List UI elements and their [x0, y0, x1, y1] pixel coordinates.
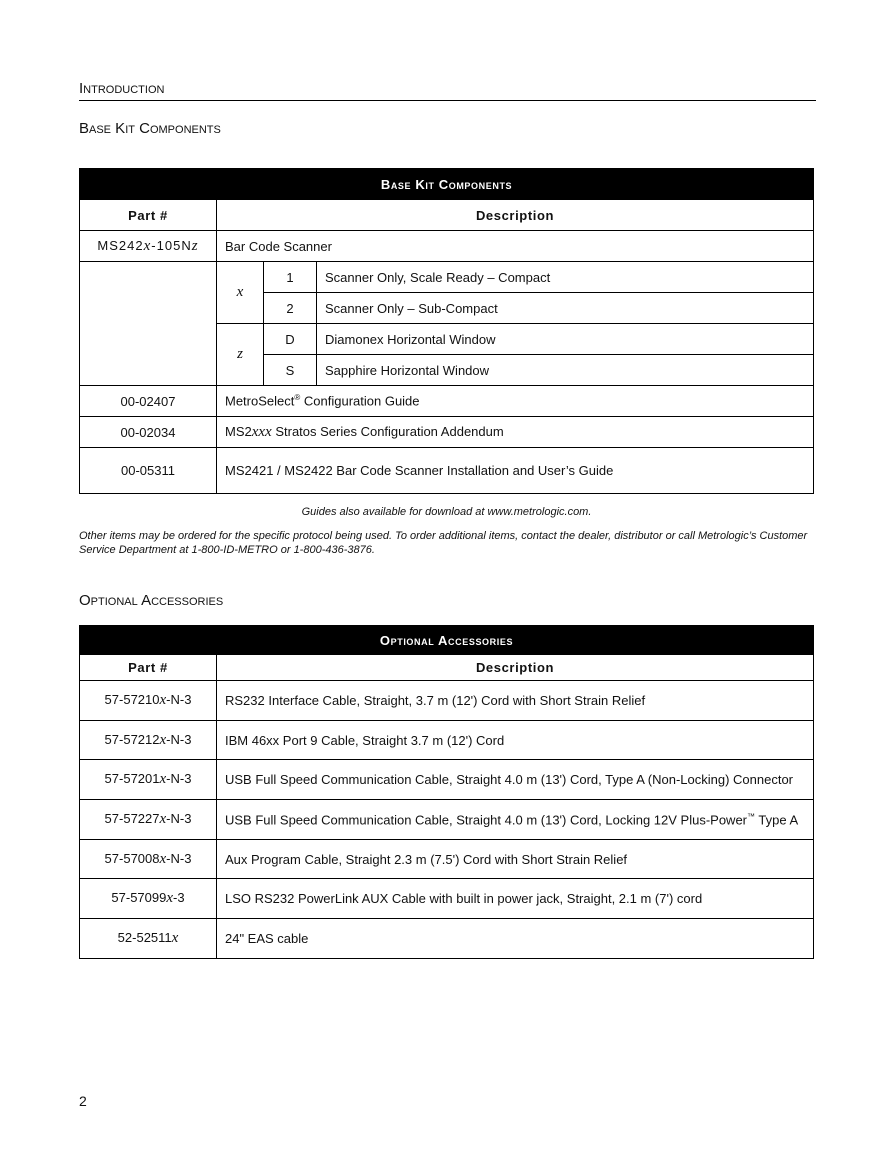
option-description: Scanner Only, Scale Ready – Compact	[317, 262, 814, 293]
option-description: Sapphire Horizontal Window	[317, 355, 814, 386]
optional-accessories-table	[79, 625, 814, 959]
option-code: 2	[264, 293, 317, 324]
description: USB Full Speed Communication Cable, Straight 4.0 m (13') Cord, Type A (Non-Locking) Connector	[217, 760, 814, 800]
option-code: 1	[264, 262, 317, 293]
option-code: D	[264, 324, 317, 355]
variable-x: x	[217, 262, 264, 324]
table-row	[80, 760, 814, 800]
part-number: 57-57212x-N-3	[80, 720, 217, 760]
table-row	[80, 919, 814, 959]
part-number: 52-52511x	[80, 919, 217, 959]
table-row	[80, 417, 814, 448]
variable-z: z	[217, 324, 264, 386]
order-note: Other items may be ordered for the specific protocol being used. To order additional items, contact the dealer, distributor or call Metrologic’s Customer Service Department at 1-800-ID-METRO or 1-800-436-3876.	[79, 530, 808, 556]
description: MetroSelect® Configuration Guide	[217, 386, 814, 417]
description: MS2xxx Stratos Series Configuration Addendum	[217, 417, 814, 448]
table-row	[80, 720, 814, 760]
part-number: MS242x-105Nz	[80, 231, 217, 262]
table-row	[80, 262, 814, 293]
table-row	[80, 448, 814, 494]
col-header-part: Part #	[80, 200, 217, 231]
option-description: Scanner Only – Sub-Compact	[317, 293, 814, 324]
table-title: Base Kit Components	[80, 169, 814, 200]
description: Bar Code Scanner	[217, 231, 814, 262]
option-code: S	[264, 355, 317, 386]
option-description: Diamonex Horizontal Window	[317, 324, 814, 355]
description: 24" EAS cable	[217, 919, 814, 959]
description: IBM 46xx Port 9 Cable, Straight 3.7 m (12') Cord	[217, 720, 814, 760]
base-kit-table	[79, 168, 814, 494]
description: MS2421 / MS2422 Bar Code Scanner Installation and User’s Guide	[217, 448, 814, 494]
part-number: 00-05311	[80, 448, 217, 494]
description: LSO RS232 PowerLink AUX Cable with built in power jack, Straight, 2.1 m (7') cord	[217, 879, 814, 919]
optional-accessories-heading: Optional Accessories	[79, 592, 224, 609]
col-header-description: Description	[217, 655, 814, 681]
part-number: 57-57210x-N-3	[80, 681, 217, 721]
table-row	[80, 879, 814, 919]
section-title: Introduction	[79, 80, 816, 101]
col-header-part: Part #	[80, 655, 217, 681]
part-number: 00-02034	[80, 417, 217, 448]
page-number: 2	[79, 1093, 87, 1109]
part-number: 57-57227x-N-3	[80, 800, 217, 840]
description: RS232 Interface Cable, Straight, 3.7 m (12') Cord with Short Strain Relief	[217, 681, 814, 721]
part-number: 57-57099x-3	[80, 879, 217, 919]
part-number: 57-57008x-N-3	[80, 839, 217, 879]
blank-cell	[80, 262, 217, 386]
base-kit-heading: Base Kit Components	[79, 120, 221, 137]
table-title: Optional Accessories	[80, 626, 814, 655]
table-row	[80, 800, 814, 840]
part-number: 57-57201x-N-3	[80, 760, 217, 800]
table-row	[80, 681, 814, 721]
part-number: 00-02407	[80, 386, 217, 417]
description: Aux Program Cable, Straight 2.3 m (7.5') Cord with Short Strain Relief	[217, 839, 814, 879]
description: USB Full Speed Communication Cable, Straight 4.0 m (13') Cord, Locking 12V Plus-Power™ Type A	[217, 800, 814, 840]
guides-note: Guides also available for download at www.metrologic.com.	[301, 506, 592, 518]
col-header-description: Description	[217, 200, 814, 231]
table-row	[80, 231, 814, 262]
table-row	[80, 839, 814, 879]
table-row	[80, 386, 814, 417]
